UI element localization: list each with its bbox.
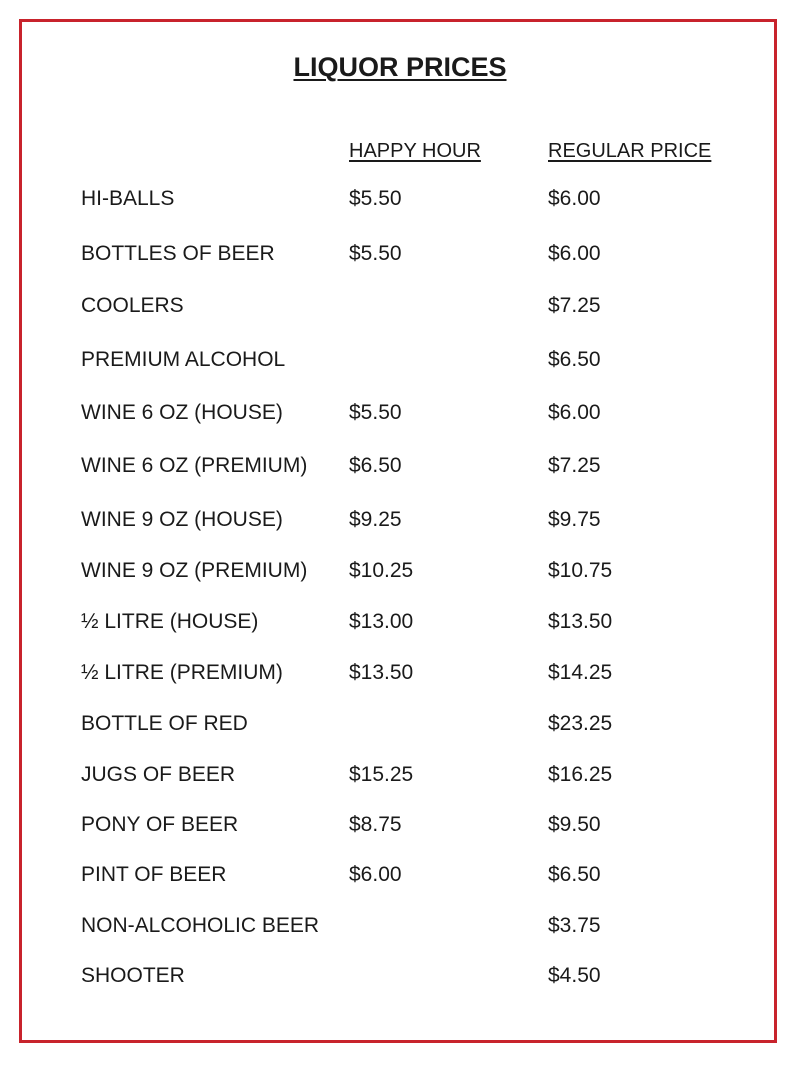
regular-price: $6.00 [548,187,601,210]
item-name: PREMIUM ALCOHOL [81,348,286,371]
item-name: WINE 6 OZ (HOUSE) [81,401,283,424]
happy-hour-price: $5.50 [349,187,402,210]
table-row [0,607,800,637]
table-row [0,451,800,481]
item-name: SHOOTER [81,964,185,987]
item-name: PINT OF BEER [81,863,227,886]
item-name: BOTTLES OF BEER [81,242,275,265]
item-name: ½ LITRE (HOUSE) [81,610,259,633]
happy-hour-price: $15.25 [349,763,414,786]
table-row [0,911,800,941]
happy-hour-price: $10.25 [349,559,414,582]
happy-hour-price: $13.50 [349,661,414,684]
table-row [0,810,800,840]
regular-price: $16.25 [548,763,613,786]
table-row [0,184,800,214]
item-name: PONY OF BEER [81,813,239,836]
regular-price: $13.50 [548,610,613,633]
happy-hour-price: $6.00 [349,863,402,886]
happy-hour-price: $13.00 [349,610,414,633]
regular-price: $3.75 [548,914,601,937]
table-row [0,760,800,790]
happy-hour-price: $6.50 [349,454,402,477]
table-row [0,239,800,269]
happy-hour-price: $9.25 [349,508,402,531]
regular-price: $23.25 [548,712,613,735]
regular-price: $9.75 [548,508,601,531]
happy-hour-header: HAPPY HOUR [349,140,481,162]
table-row [0,860,800,890]
table-row [0,709,800,739]
item-name: WINE 9 OZ (HOUSE) [81,508,283,531]
table-row [0,658,800,688]
happy-hour-price: $8.75 [349,813,402,836]
table-row [0,961,800,991]
item-name: ½ LITRE (PREMIUM) [81,661,283,684]
regular-price: $6.50 [548,348,601,371]
regular-price: $10.75 [548,559,613,582]
regular-price: $7.25 [548,294,601,317]
table-row [0,556,800,586]
regular-price: $9.50 [548,813,601,836]
item-name: HI-BALLS [81,187,175,210]
item-name: COOLERS [81,294,184,317]
item-name: NON-ALCOHOLIC BEER [81,914,320,937]
item-name: WINE 9 OZ (PREMIUM) [81,559,308,582]
regular-price: $7.25 [548,454,601,477]
regular-price: $6.50 [548,863,601,886]
table-row [0,345,800,375]
regular-price: $14.25 [548,661,613,684]
regular-price: $6.00 [548,242,601,265]
item-name: WINE 6 OZ (PREMIUM) [81,454,308,477]
page-title [0,50,800,84]
item-name: JUGS OF BEER [81,763,236,786]
regular-price-header: REGULAR PRICE [548,140,712,162]
happy-hour-price: $5.50 [349,242,402,265]
regular-price: $4.50 [548,964,601,987]
table-row [0,398,800,428]
item-name: BOTTLE OF RED [81,712,248,735]
table-row [0,505,800,535]
table-row [0,291,800,321]
regular-price: $6.00 [548,401,601,424]
happy-hour-price: $5.50 [349,401,402,424]
page-title-text: LIQUOR PRICES [293,52,507,82]
